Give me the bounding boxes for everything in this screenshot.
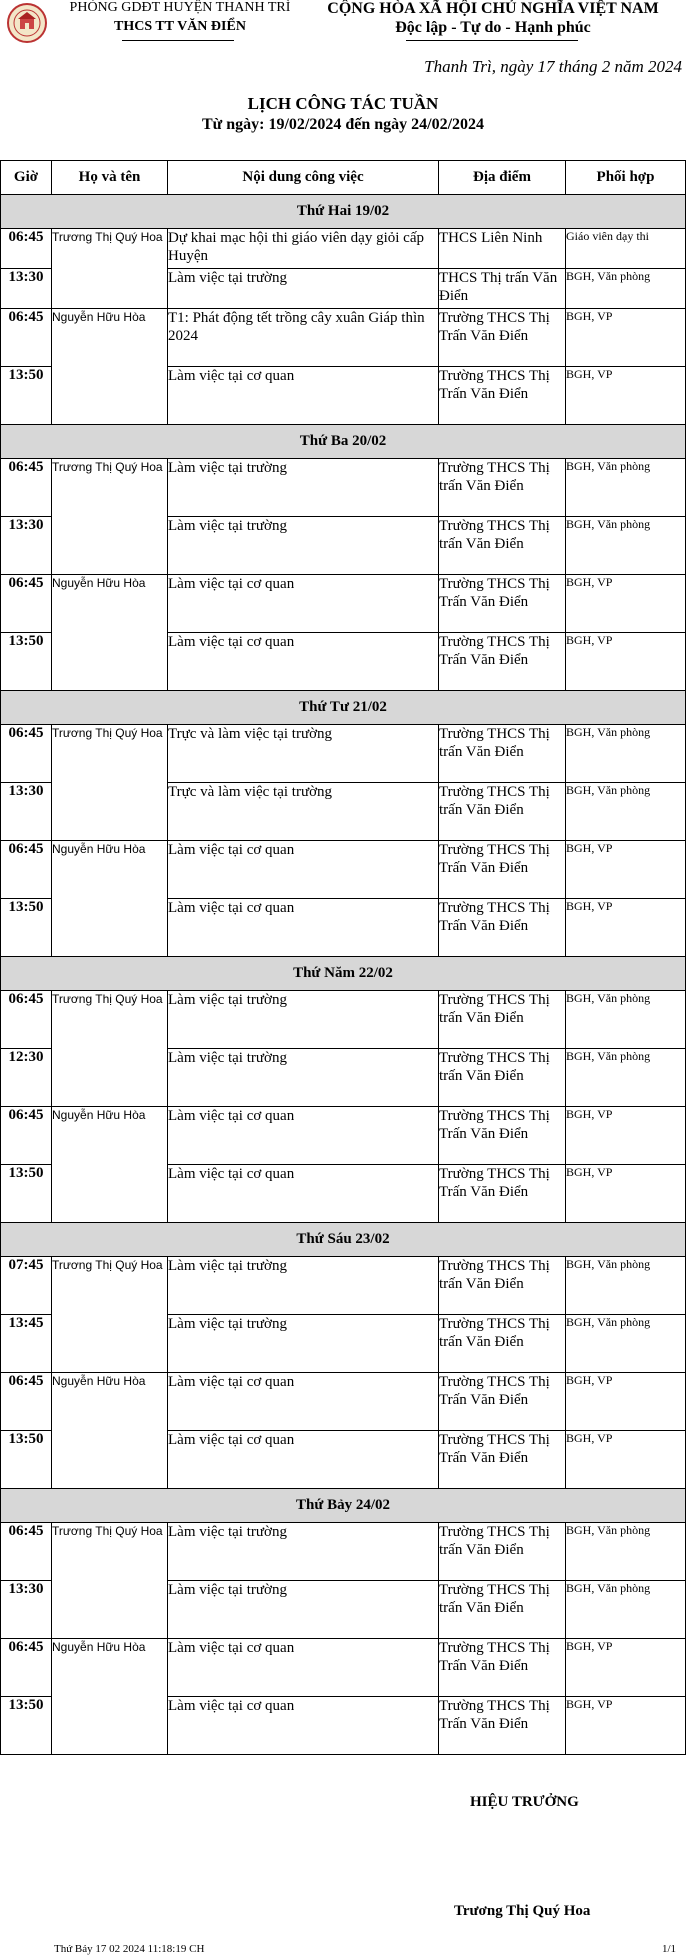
day-row [1, 1489, 686, 1523]
task-cell: Làm việc tại trường [168, 1257, 439, 1315]
location-cell: Trường THCS Thị Trấn Văn Điển [439, 1373, 566, 1431]
time-cell: 06:45 [1, 309, 52, 367]
coop-cell: BGH, VP [566, 1373, 686, 1431]
coop-cell: BGH, Văn phòng [566, 459, 686, 517]
location-cell: Trường THCS Thị Trấn Văn Điển [439, 633, 566, 691]
person-name: Trương Thị Quý Hoa [52, 229, 168, 309]
person-name: Nguyễn Hữu Hòa [52, 309, 168, 425]
person-name: Trương Thị Quý Hoa [52, 725, 168, 841]
day-label: Thứ Bảy 24/02 [1, 1489, 686, 1523]
col-header-coop: Phối hợp [566, 161, 686, 195]
location-cell: Trường THCS Thị Trấn Văn Điển [439, 841, 566, 899]
location-cell: Trường THCS Thị Trấn Văn Điển [439, 1165, 566, 1223]
schedule-row [1, 841, 686, 899]
schedule-row [1, 229, 686, 269]
coop-cell: BGH, VP [566, 309, 686, 367]
location-cell: Trường THCS Thị trấn Văn Điển [439, 459, 566, 517]
coop-cell: BGH, VP [566, 1697, 686, 1755]
person-name: Nguyễn Hữu Hòa [52, 1107, 168, 1223]
table-header-row [1, 161, 686, 195]
location-cell: Trường THCS Thị trấn Văn Điển [439, 1315, 566, 1373]
schedule-row [1, 309, 686, 367]
time-cell: 13:50 [1, 899, 52, 957]
department-name: PHÒNG GDĐT HUYỆN THANH TRÌ [69, 0, 291, 15]
task-cell: Làm việc tại cơ quan [168, 1697, 439, 1755]
location-cell: Trường THCS Thị trấn Văn Điển [439, 1049, 566, 1107]
location-cell: Trường THCS Thị trấn Văn Điển [439, 1523, 566, 1581]
school-name: THCS TT VĂN ĐIỂN [114, 19, 246, 34]
task-cell: Làm việc tại cơ quan [168, 841, 439, 899]
motto: Độc lập - Tự do - Hạnh phúc [395, 19, 591, 36]
col-header-name: Họ và tên [52, 161, 168, 195]
location-cell: Trường THCS Thị Trấn Văn Điển [439, 309, 566, 367]
coop-cell: BGH, VP [566, 841, 686, 899]
time-cell: 13:30 [1, 783, 52, 841]
task-cell: Làm việc tại cơ quan [168, 575, 439, 633]
task-cell: Làm việc tại cơ quan [168, 1165, 439, 1223]
schedule-row [1, 1107, 686, 1165]
coop-cell: BGH, VP [566, 367, 686, 425]
coop-cell: BGH, VP [566, 1165, 686, 1223]
day-row [1, 691, 686, 725]
task-cell: Làm việc tại cơ quan [168, 633, 439, 691]
signature-name: Trương Thị Quý Hoa [454, 1903, 591, 1919]
location-cell: Trường THCS Thị trấn Văn Điển [439, 725, 566, 783]
date-range: Từ ngày: 19/02/2024 đến ngày 24/02/2024 [201, 116, 485, 133]
task-cell: Làm việc tại trường [168, 1315, 439, 1373]
location-cell: Trường THCS Thị Trấn Văn Điển [439, 1697, 566, 1755]
task-cell: Làm việc tại cơ quan [168, 1373, 439, 1431]
task-cell: Trực và làm việc tại trường [168, 725, 439, 783]
location-cell: Trường THCS Thị trấn Văn Điển [439, 517, 566, 575]
task-cell: Làm việc tại trường [168, 1049, 439, 1107]
time-cell: 13:50 [1, 633, 52, 691]
coop-cell: BGH, Văn phòng [566, 1523, 686, 1581]
coop-cell: BGH, VP [566, 575, 686, 633]
time-cell: 06:45 [1, 991, 52, 1049]
schedule-table [0, 160, 686, 1755]
day-label: Thứ Hai 19/02 [1, 195, 686, 229]
signature-title: HIỆU TRƯỞNG [470, 1794, 579, 1810]
location-cell: Trường THCS Thị Trấn Văn Điển [439, 899, 566, 957]
task-cell: Làm việc tại cơ quan [168, 899, 439, 957]
time-cell: 06:45 [1, 575, 52, 633]
coop-cell: BGH, VP [566, 1107, 686, 1165]
day-row [1, 1223, 686, 1257]
coop-cell: BGH, Văn phòng [566, 517, 686, 575]
location-cell: THCS Liên Ninh [439, 229, 566, 269]
task-cell: Làm việc tại trường [168, 269, 439, 309]
nation-title: CỘNG HÒA XÃ HỘI CHỦ NGHĨA VIỆT NAM [327, 0, 659, 17]
day-row [1, 425, 686, 459]
location-cell: Trường THCS Thị trấn Văn Điển [439, 991, 566, 1049]
time-cell: 06:45 [1, 1373, 52, 1431]
task-cell: Làm việc tại trường [168, 1523, 439, 1581]
school-logo-icon [6, 2, 48, 44]
location-cell: THCS Thị trấn Văn Điển [439, 269, 566, 309]
person-name: Nguyễn Hữu Hòa [52, 841, 168, 957]
coop-cell: Giáo viên dạy thi [566, 229, 686, 269]
person-name: Nguyễn Hữu Hòa [52, 1639, 168, 1755]
document-title: LỊCH CÔNG TÁC TUẦN [247, 94, 439, 113]
task-cell: Làm việc tại cơ quan [168, 1431, 439, 1489]
time-cell: 06:45 [1, 229, 52, 269]
schedule-row [1, 725, 686, 783]
col-header-location: Địa điểm [439, 161, 566, 195]
time-cell: 06:45 [1, 1523, 52, 1581]
location-cell: Trường THCS Thị Trấn Văn Điển [439, 1639, 566, 1697]
time-cell: 06:45 [1, 1639, 52, 1697]
page-number: 1/1 [661, 1943, 676, 1955]
day-row [1, 957, 686, 991]
schedule-row [1, 1523, 686, 1581]
task-cell: Làm việc tại trường [168, 991, 439, 1049]
task-cell: Dự khai mạc hội thi giáo viên dạy giỏi cấp Huyện [168, 229, 439, 269]
day-label: Thứ Tư 21/02 [1, 691, 686, 725]
task-cell: Trực và làm việc tại trường [168, 783, 439, 841]
schedule-row [1, 459, 686, 517]
time-cell: 13:30 [1, 517, 52, 575]
coop-cell: BGH, VP [566, 899, 686, 957]
coop-cell: BGH, Văn phòng [566, 1315, 686, 1373]
time-cell: 06:45 [1, 725, 52, 783]
time-cell: 13:50 [1, 1165, 52, 1223]
person-name: Trương Thị Quý Hoa [52, 991, 168, 1107]
coop-cell: BGH, Văn phòng [566, 1257, 686, 1315]
col-header-task: Nội dung công việc [168, 161, 439, 195]
location-cell: Trường THCS Thị trấn Văn Điển [439, 1581, 566, 1639]
person-name: Trương Thị Quý Hoa [52, 1523, 168, 1639]
schedule-row [1, 991, 686, 1049]
motto-underline [406, 40, 578, 41]
task-cell: Làm việc tại trường [168, 1581, 439, 1639]
school-underline [122, 40, 234, 41]
task-cell: Làm việc tại cơ quan [168, 1639, 439, 1697]
coop-cell: BGH, Văn phòng [566, 1581, 686, 1639]
coop-cell: BGH, Văn phòng [566, 783, 686, 841]
task-cell: Làm việc tại cơ quan [168, 367, 439, 425]
task-cell: Làm việc tại cơ quan [168, 1107, 439, 1165]
coop-cell: BGH, Văn phòng [566, 1049, 686, 1107]
person-name: Trương Thị Quý Hoa [52, 1257, 168, 1373]
time-cell: 13:50 [1, 1431, 52, 1489]
location-cell: Trường THCS Thị Trấn Văn Điển [439, 1431, 566, 1489]
location-cell: Trường THCS Thị Trấn Văn Điển [439, 1107, 566, 1165]
location-cell: Trường THCS Thị trấn Văn Điển [439, 1257, 566, 1315]
schedule-row [1, 1373, 686, 1431]
day-label: Thứ Sáu 23/02 [1, 1223, 686, 1257]
day-row [1, 195, 686, 229]
coop-cell: BGH, VP [566, 1639, 686, 1697]
col-header-time: Giờ [1, 161, 52, 195]
schedule-row [1, 575, 686, 633]
task-cell: Làm việc tại trường [168, 459, 439, 517]
time-cell: 13:45 [1, 1315, 52, 1373]
time-cell: 13:30 [1, 1581, 52, 1639]
location-cell: Trường THCS Thị trấn Văn Điển [439, 783, 566, 841]
day-label: Thứ Ba 20/02 [1, 425, 686, 459]
time-cell: 06:45 [1, 459, 52, 517]
time-cell: 06:45 [1, 1107, 52, 1165]
time-cell: 13:30 [1, 269, 52, 309]
time-cell: 07:45 [1, 1257, 52, 1315]
schedule-row [1, 1257, 686, 1315]
time-cell: 13:50 [1, 1697, 52, 1755]
print-timestamp: Thứ Bảy 17 02 2024 11:18:19 CH [54, 1943, 205, 1955]
person-name: Trương Thị Quý Hoa [52, 459, 168, 575]
time-cell: 13:50 [1, 367, 52, 425]
person-name: Nguyễn Hữu Hòa [52, 1373, 168, 1489]
person-name: Nguyễn Hữu Hòa [52, 575, 168, 691]
location-cell: Trường THCS Thị Trấn Văn Điển [439, 367, 566, 425]
day-label: Thứ Năm 22/02 [1, 957, 686, 991]
place-date: Thanh Trì, ngày 17 tháng 2 năm 2024 [424, 57, 682, 76]
coop-cell: BGH, Văn phòng [566, 269, 686, 309]
location-cell: Trường THCS Thị Trấn Văn Điển [439, 575, 566, 633]
coop-cell: BGH, Văn phòng [566, 991, 686, 1049]
time-cell: 06:45 [1, 841, 52, 899]
task-cell: Làm việc tại trường [168, 517, 439, 575]
time-cell: 12:30 [1, 1049, 52, 1107]
task-cell: T1: Phát động tết trồng cây xuân Giáp thìn 2024 [168, 309, 439, 367]
schedule-row [1, 1639, 686, 1697]
coop-cell: BGH, Văn phòng [566, 725, 686, 783]
coop-cell: BGH, VP [566, 1431, 686, 1489]
coop-cell: BGH, VP [566, 633, 686, 691]
issuer-block [0, 0, 320, 60]
